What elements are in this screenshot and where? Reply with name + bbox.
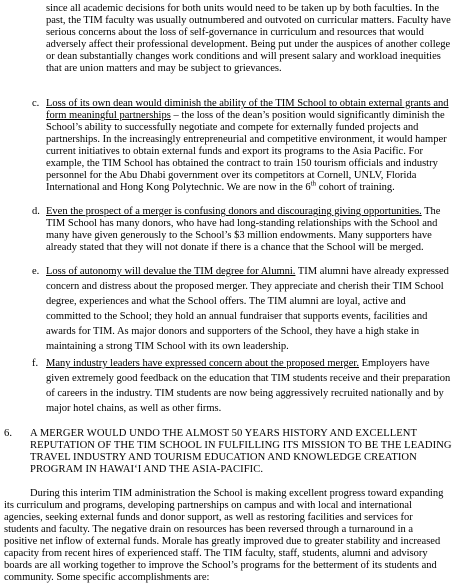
item-c-heading-cont: form meaningful partnerships: [46, 110, 171, 121]
text-line: [46, 266, 449, 278]
text-line: TRAVEL INDUSTRY AND TOURISM EDUCATION AND KNOWLEDGE CREATION: [30, 452, 417, 463]
text-line: adversely affect their professional development. Being put under the auspices of another college: [46, 39, 451, 50]
item-e-label: e.: [32, 266, 40, 277]
item-d-heading: Even the prospect of a merger is confusing donors and discouraging giving opportunities.: [46, 206, 422, 217]
text-line: A MERGER WOULD UNDO THE ALMOST 50 YEARS HISTORY AND EXCELLENT: [30, 428, 417, 439]
text-line: current initiatives to obtain external funds and export its programs to the Asia Pacific. For: [46, 146, 424, 157]
text-line: partnerships. In the increasingly entrepreneurial and competitive environment, it would hamper: [46, 134, 447, 145]
text-line: degree, experiences and what the School offers. The TIM alumni are loyal, active and: [46, 296, 406, 307]
text-line: major hotel chains, as well as other firms.: [46, 403, 222, 414]
text-line: personnel for the Abu Dhabi government over its competitors at Cornell, UNLV, Florida: [46, 170, 417, 181]
superscript: th: [310, 179, 317, 188]
text-line: maintaining a strong TIM School with its own leadership.: [46, 341, 289, 352]
item-e-heading: Loss of autonomy will devalue the TIM degree for Alumni.: [46, 266, 296, 277]
text-span: Employers have: [358, 358, 430, 369]
text-line: already stated that they will not donate if there is a chance that the School will be merged.: [46, 242, 424, 253]
text-line: that are union matters and may be subject to grievances.: [46, 63, 282, 74]
text-line: committed to the School; they hold an annual fundraiser that supports events, facilities and: [46, 311, 428, 322]
item-d-label: d.: [32, 206, 40, 217]
text-line: TIM School has many donors, who have had long-standing relationships with the School and: [46, 218, 438, 229]
text-line: past, the TIM faculty was usually outnumbered and outvoted on curricular matters. Faculty have: [46, 15, 451, 26]
text-span: cohort of training.: [316, 182, 395, 193]
text-line: or dean substantially changes work conditions and will present salary and workload inequities: [46, 51, 441, 62]
text-line: serious concerns about the loss of self-governance in curriculum and resources that would: [46, 27, 424, 38]
text-line: School’s ability to successfully negotiate and compete for externally funded projects and: [46, 122, 419, 133]
text-line: example, the TIM School has obtained the contract to train 150 tourism officials and industry: [46, 158, 438, 169]
text-line: positive net inflow of external funds. Morale has greatly improved due to greater stability and increased: [4, 536, 441, 547]
text-line: given extremely good feedback on the education that TIM students receive and their preparation: [46, 373, 451, 384]
section-6-label: 6.: [4, 428, 13, 439]
text-line: REPUTATION OF THE TIM SCHOOL IN FULFILLING ITS MISSION TO BE THE LEADING: [30, 440, 452, 451]
text-span: – the loss of the dean’s position would significantly diminish the: [170, 110, 445, 121]
item-f-heading: Many industry leaders have expressed concern about the proposed merger.: [46, 358, 359, 369]
text-line: since all academic decisions for both units would need to be taken up by both faculties. In the: [46, 3, 440, 14]
text-line: concern and distress about the proposed merger. They appreciate and cherish their TIM School: [46, 281, 444, 292]
text-span: TIM alumni have already expressed: [295, 266, 449, 277]
text-line: PROGRAM IN HAWAI‘I AND THE ASIA-PACIFIC.: [30, 464, 264, 475]
text-line: [46, 179, 395, 194]
item-c-label: c.: [32, 98, 40, 109]
text-line: boards are all working together to improve the School’s programs for the betterment of its students and: [4, 560, 437, 571]
text-line: community. Some specific accomplishments are:: [4, 572, 210, 583]
text-line: capacity from recent hires of experienced staff. The TIM faculty, staff, students, alumni and advisory: [4, 548, 428, 559]
item-f-label: f.: [32, 358, 39, 369]
text-line: During this interim TIM administration the School is making excellent progress toward expanding: [30, 488, 444, 499]
text-span: International and Hong Kong Polytechnic. We are now in the 6: [46, 182, 311, 193]
text-line: agencies, seeking external funds and donor support, as well as restoring facilities and services for: [4, 512, 413, 523]
item-c-heading: Loss of its own dean would diminish the ability of the TIM School to obtain external grants and: [46, 98, 449, 109]
text-line: its curriculum and programs, developing partnerships on campus and with local and international: [4, 500, 412, 511]
text-line: many have given generously to the School’s $3 million endowments. Many supporters have: [46, 230, 432, 241]
text-line: [46, 206, 440, 218]
text-line: [46, 358, 430, 370]
text-line: awards for TIM. As major donors and supporters of the School, they have a high stake in: [46, 326, 420, 337]
text-span: The: [421, 206, 441, 217]
text-line: students and faculty. The negative drain on resources has been reversed through a turnaround in a: [4, 524, 414, 535]
text-line: of careers in the industry. TIM students are now being aggressively recruited nationally and by: [46, 388, 444, 399]
text-line: [46, 110, 445, 122]
